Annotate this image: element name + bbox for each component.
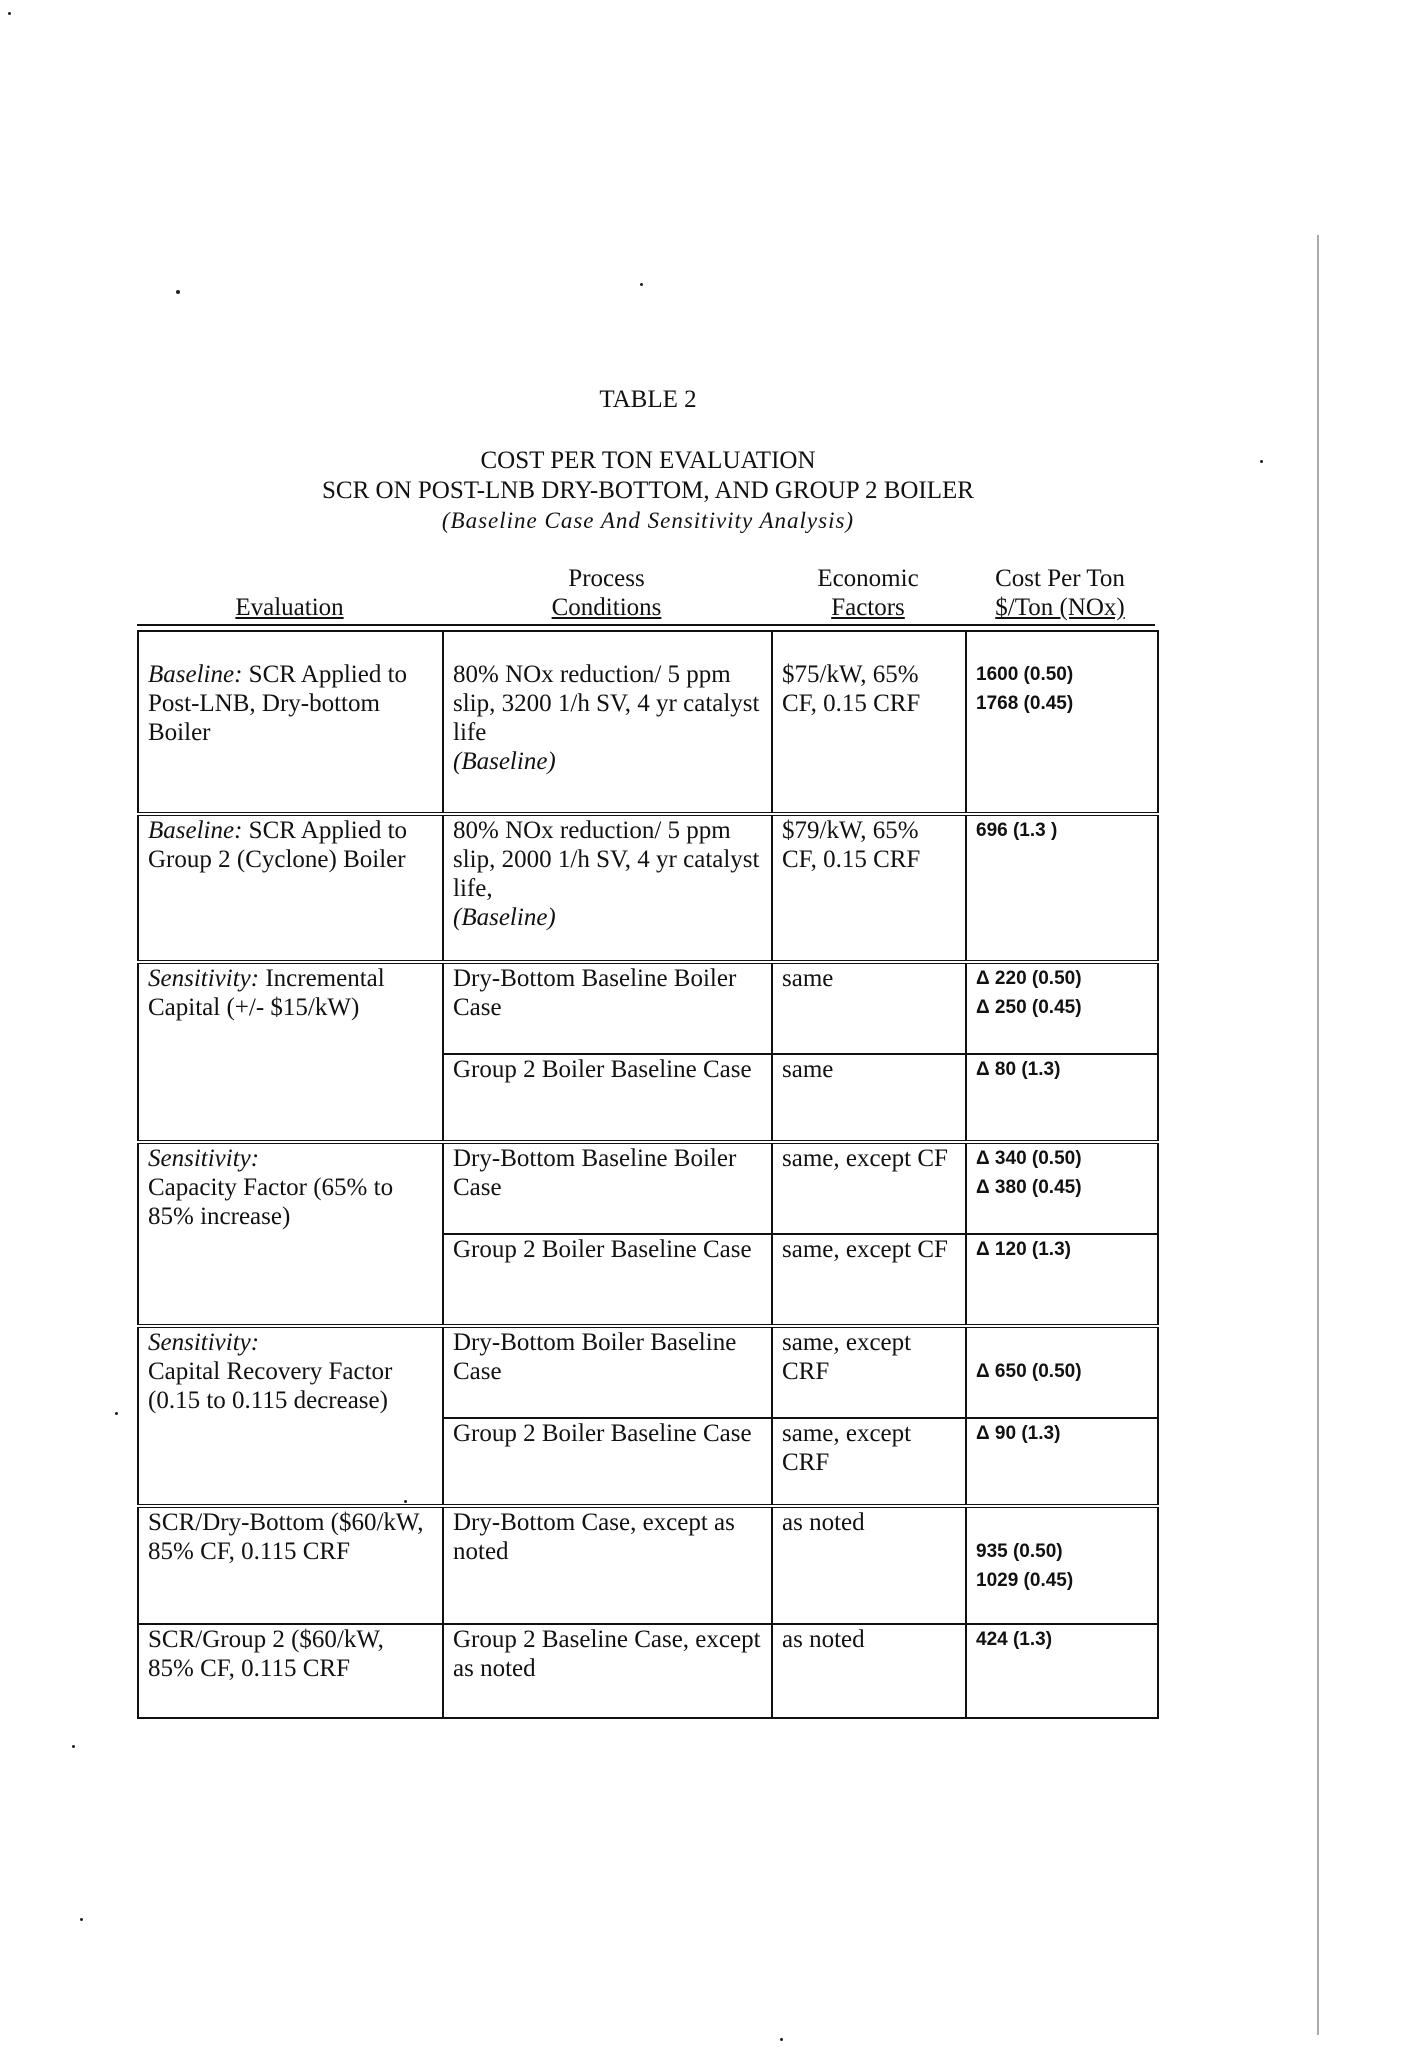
process-text: Group 2 Boiler Baseline Case	[453, 1420, 752, 1447]
table-row	[138, 1142, 1158, 1234]
process-cell	[443, 1054, 772, 1142]
evaluation-label: Baseline:	[148, 817, 243, 844]
cost-value: 696 (1.3 )	[976, 820, 1058, 841]
scan-speck	[72, 1745, 75, 1748]
table-row	[138, 1506, 1158, 1624]
evaluation-cell	[138, 1326, 443, 1506]
evaluation-label: Sensitivity:	[148, 965, 260, 992]
cost-cell	[966, 1624, 1158, 1718]
economic-text: $75/kW, 65% CF, 0.15 CRF	[782, 661, 921, 717]
evaluation-cell	[138, 962, 443, 1142]
evaluation-cell	[138, 814, 443, 962]
scan-speck	[8, 12, 11, 15]
evaluation-cell	[138, 631, 443, 814]
column-header-cost	[965, 564, 1155, 622]
cost-cell	[966, 1506, 1158, 1624]
table-row	[138, 962, 1158, 1054]
cost-value: 1600 (0.50)	[976, 664, 1074, 685]
evaluation-text: SCR Applied to Group 2 (Cyclone) Boiler	[148, 817, 408, 873]
process-italic: (Baseline)	[453, 904, 556, 931]
column-header-evaluation	[137, 593, 442, 622]
column-header-process	[442, 564, 771, 622]
evaluation-label: Sensitivity:	[148, 1329, 260, 1356]
process-cell	[443, 1506, 772, 1624]
table-title: COST PER TON EVALUATION	[480, 447, 816, 474]
economic-text: same, except CRF	[782, 1329, 912, 1385]
economic-text: $79/kW, 65% CF, 0.15 CRF	[782, 817, 921, 873]
cost-value: Δ 650 (0.50)	[976, 1361, 1082, 1382]
cost-cell	[966, 631, 1158, 814]
economic-text: as noted	[782, 1509, 865, 1536]
process-cell	[443, 1234, 772, 1326]
scan-edge-line	[1317, 235, 1319, 2035]
process-text: Dry-Bottom Boiler Baseline Case	[453, 1329, 737, 1385]
process-text: Dry-Bottom Baseline Boiler Case	[453, 965, 737, 1021]
cost-value: Δ 120 (1.3)	[976, 1239, 1071, 1260]
scan-speck	[80, 1918, 83, 1921]
economic-cell	[772, 814, 966, 962]
process-cell	[443, 962, 772, 1054]
economic-cell	[772, 962, 966, 1054]
evaluation-label: Sensitivity:	[148, 1145, 260, 1172]
scan-speck	[1260, 460, 1263, 463]
cost-value: Δ 220 (0.50)	[976, 968, 1082, 989]
process-cell	[443, 1418, 772, 1506]
header-rule	[137, 624, 1155, 626]
cost-cell	[966, 1326, 1158, 1418]
economic-text: same	[782, 1056, 834, 1083]
evaluation-text: Capital Recovery Factor (0.15 to 0.115 decrease)	[148, 1358, 393, 1414]
process-cell	[443, 631, 772, 814]
column-header-cost-bottom: $/Ton (NOx)	[995, 594, 1125, 621]
cost-cell	[966, 1418, 1158, 1506]
cost-table	[137, 630, 1159, 1719]
cost-cell	[966, 1142, 1158, 1234]
evaluation-text: SCR Applied to Post-LNB, Dry-bottom Boiler	[148, 661, 408, 746]
table-label: TABLE 2	[599, 386, 697, 413]
evaluation-cell	[138, 1624, 443, 1718]
cost-cell	[966, 1234, 1158, 1326]
economic-cell	[772, 1326, 966, 1418]
process-text: Group 2 Boiler Baseline Case	[453, 1236, 752, 1263]
process-text: 80% NOx reduction/ 5 ppm slip, 2000 1/h SV, 4 yr catalyst life,	[453, 817, 760, 902]
column-header-economic-top: Economic	[817, 565, 919, 592]
cost-cell	[966, 962, 1158, 1054]
evaluation-text: SCR/Group 2 ($60/kW, 85% CF, 0.115 CRF	[148, 1626, 384, 1682]
evaluation-cell	[138, 1142, 443, 1326]
process-text: Dry-Bottom Case, except as noted	[453, 1509, 735, 1565]
economic-text: same, except CRF	[782, 1420, 912, 1476]
evaluation-text: SCR/Dry-Bottom ($60/kW, 85% CF, 0.115 CRF	[148, 1509, 424, 1565]
cost-cell	[966, 814, 1158, 962]
process-text: Group 2 Boiler Baseline Case	[453, 1056, 752, 1083]
economic-cell	[772, 1234, 966, 1326]
cost-value: 424 (1.3)	[976, 1629, 1053, 1650]
table-subtitle-italic: (Baseline Case And Sensitivity Analysis)	[441, 508, 855, 533]
evaluation-text: Capacity Factor (65% to 85% increase)	[148, 1174, 394, 1230]
cost-value: Δ 80 (1.3)	[976, 1059, 1061, 1080]
economic-cell	[772, 1506, 966, 1624]
process-text: Dry-Bottom Baseline Boiler Case	[453, 1145, 737, 1201]
economic-cell	[772, 1142, 966, 1234]
economic-cell	[772, 1624, 966, 1718]
scan-speck	[115, 1412, 118, 1415]
economic-text: as noted	[782, 1626, 865, 1653]
cost-value: 1768 (0.45)	[976, 693, 1074, 714]
economic-cell	[772, 631, 966, 814]
economic-text: same	[782, 965, 834, 992]
cost-value: Δ 340 (0.50)	[976, 1148, 1082, 1169]
column-header-economic-bottom: Factors	[831, 594, 905, 621]
economic-cell	[772, 1418, 966, 1506]
process-cell	[443, 1624, 772, 1718]
evaluation-text: Incremental Capital (+/- $15/kW)	[148, 965, 385, 1021]
process-cell	[443, 814, 772, 962]
scan-speck	[176, 290, 180, 294]
scan-speck	[404, 1500, 407, 1503]
economic-text: same, except CF	[782, 1236, 948, 1263]
table-row	[138, 1624, 1158, 1718]
scan-speck	[640, 283, 643, 286]
evaluation-cell	[138, 1506, 443, 1624]
cost-value: Δ 90 (1.3)	[976, 1423, 1061, 1444]
process-text: 80% NOx reduction/ 5 ppm slip, 3200 1/h SV, 4 yr catalyst life	[453, 661, 760, 746]
cost-cell	[966, 1054, 1158, 1142]
table-subtitle: SCR ON POST-LNB DRY-BOTTOM, AND GROUP 2 BOILER	[322, 477, 974, 504]
scan-speck	[780, 2038, 783, 2041]
evaluation-label: Baseline:	[148, 661, 243, 688]
table-row	[138, 631, 1158, 814]
cost-value: Δ 250 (0.45)	[976, 997, 1082, 1018]
column-header-evaluation-text: Evaluation	[235, 594, 344, 621]
process-cell	[443, 1326, 772, 1418]
table-row	[138, 814, 1158, 962]
column-header-process-top: Process	[568, 565, 645, 592]
cost-value: 1029 (0.45)	[976, 1570, 1074, 1591]
economic-text: same, except CF	[782, 1145, 948, 1172]
process-cell	[443, 1142, 772, 1234]
column-header-process-bottom: Conditions	[551, 594, 662, 621]
process-italic: (Baseline)	[453, 748, 556, 775]
column-header-cost-top: Cost Per Ton	[995, 565, 1125, 592]
cost-value: Δ 380 (0.45)	[976, 1177, 1082, 1198]
economic-cell	[772, 1054, 966, 1142]
table-row	[138, 1326, 1158, 1418]
cost-value: 935 (0.50)	[976, 1541, 1063, 1562]
process-text: Group 2 Baseline Case, except as noted	[453, 1626, 761, 1682]
column-header-economic	[771, 564, 965, 622]
